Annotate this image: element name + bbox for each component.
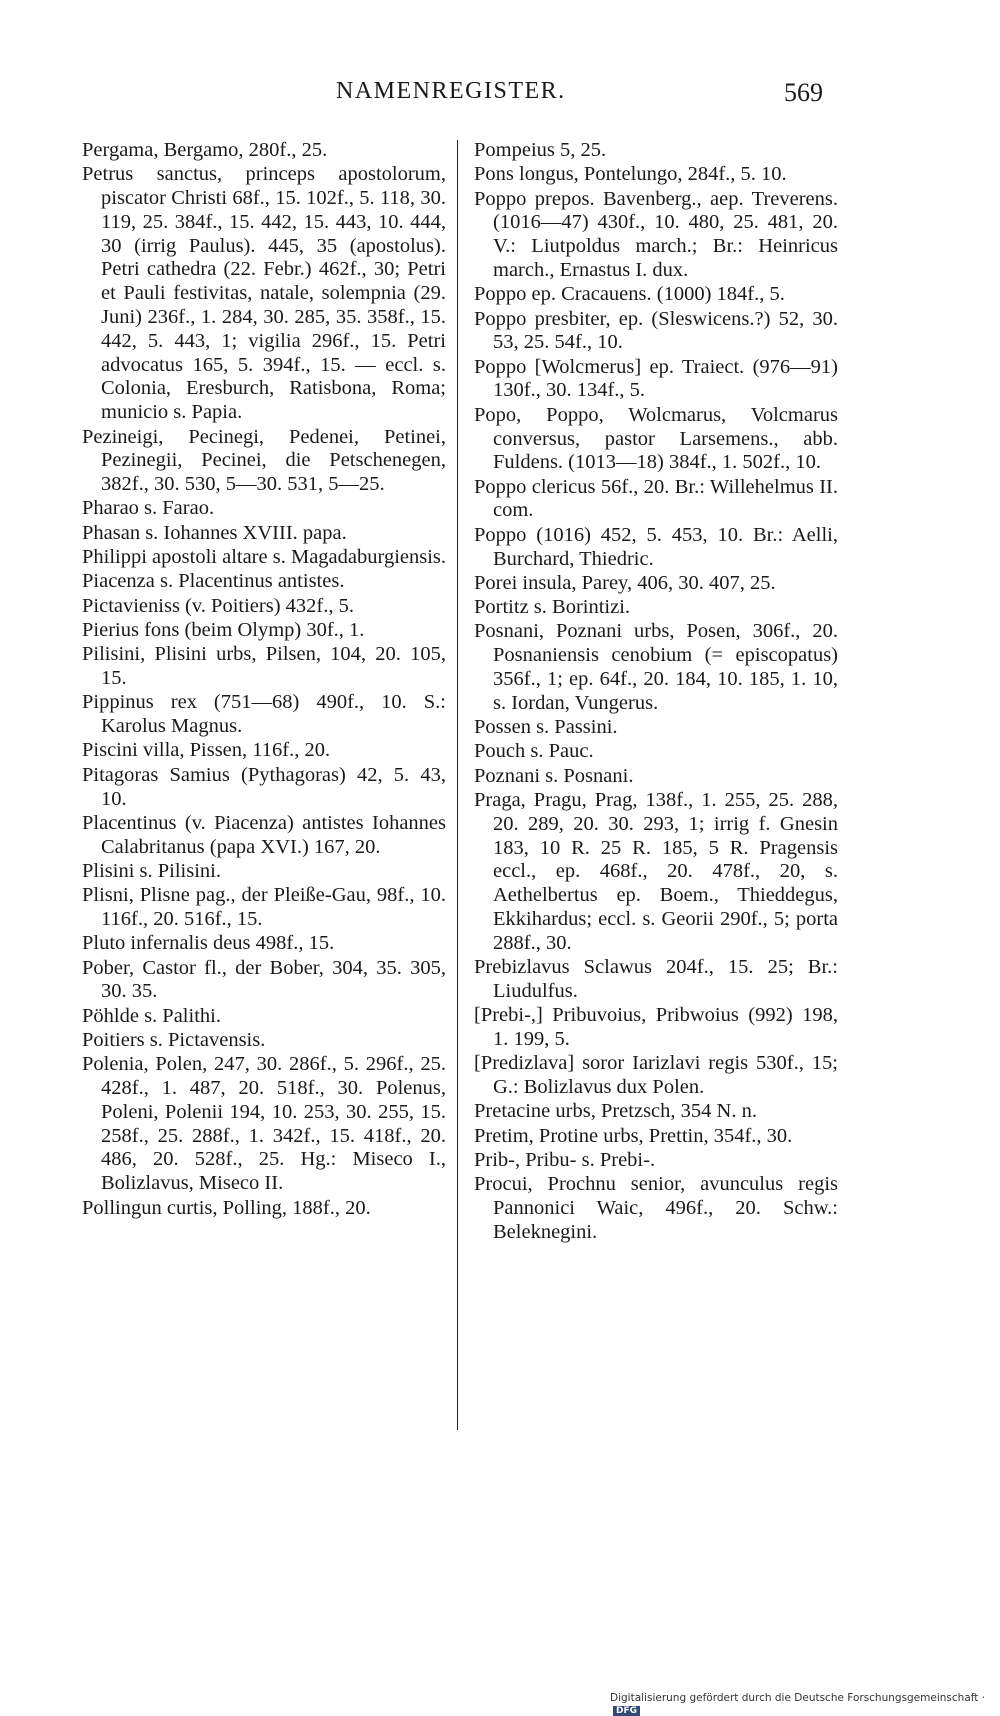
index-entry: Pippinus rex (751—68) 490f., 10. S.: Karolus Magnus. (82, 691, 446, 738)
index-entry: Pons longus, Pontelungo, 284f., 5. 10. (474, 163, 787, 186)
index-entry: Pretacine urbs, Pretzsch, 354 N. n. (474, 1100, 757, 1123)
index-entry: Piacenza s. Placentinus antistes. (82, 570, 345, 593)
index-entry: Posnani, Poznani urbs, Posen, 306f., 20. Posnaniensis cenobium (= episcopatus) 356f., 1; ep. 64f., 20. 184, 10. 185, 1. 10, s. Iordan, Vungerus. (474, 620, 838, 714)
right-column (474, 139, 838, 1245)
index-entry: Pilisini, Plisini urbs, Pilsen, 104, 20. 105, 15. (82, 643, 446, 690)
index-entry: Prebizlavus Sclawus 204f., 15. 25; Br.: Liudulfus. (474, 956, 838, 1002)
index-entry: Pober, Castor fl., der Bober, 304, 35. 305, 30. 35. (82, 956, 446, 1003)
index-entry: Porei insula, Parey, 406, 30. 407, 25. (474, 571, 776, 594)
page-header (0, 78, 1000, 118)
index-entry: Phasan s. Iohannes XVIII. papa. (82, 521, 347, 544)
index-entry: Philippi apostoli altare s. Magadaburgiensis. (82, 546, 447, 569)
index-entry: [Predizlava] soror Iarizlavi regis 530f., 15; G.: Bolizlavus dux Polen. (474, 1052, 838, 1099)
index-entry: Pöhlde s. Palithi. (82, 1004, 221, 1027)
index-entry: Praga, Pragu, Prag, 138f., 1. 255, 25. 288, 20. 289, 20. 30. 293, 1; irrig f. Gnesin 183, 10 R. 25 R. 185, 5 R. Pragensis eccl., ep. 468f., 20. 478f., 20, s. Aethelbertus ep. Boem., Thieddegus, Ekkihardus; eccl. s. Georii 290f., 5; porta 288f., 30. (474, 789, 838, 954)
index-entry: Plisini s. Pilisini. (82, 859, 221, 882)
index-entry: Pharao s. Farao. (82, 497, 215, 520)
index-entry: Prib-, Pribu- s. Prebi-. (474, 1148, 656, 1171)
index-entry: Pierius fons (beim Olymp) 30f., 1. (82, 618, 365, 641)
index-entry: Poppo prepos. Bavenberg., aep. Treverens. (1016—47) 430f., 10. 480, 25. 481, 20. V.: Liutpoldus march.; Br.: Heinricus march., Ernastus I. dux. (474, 187, 838, 281)
index-entry: Poitiers s. Pictavensis. (82, 1028, 266, 1051)
index-entry: Pictavieniss (v. Poitiers) 432f., 5. (82, 594, 354, 617)
index-entry: Procui, Prochnu senior, avunculus regis Pannonici Waic, 496f., 20. Schw.: Beleknegini. (474, 1173, 838, 1243)
page-number: 569 (784, 78, 823, 107)
index-entry: Poppo ep. Cracauens. (1000) 184f., 5. (474, 283, 785, 306)
page-title: NAMENREGISTER. (336, 78, 566, 104)
index-entry: Pouch s. Pauc. (474, 740, 594, 763)
index-entry: Plisni, Plisne pag., der Pleiße-Gau, 98f., 10. 116f., 20. 516f., 15. (82, 884, 446, 930)
index-entry: Poppo [Wolcmerus] ep. Traiect. (976—91) 130f., 30. 134f., 5. (474, 355, 838, 402)
index-entry: Poznani s. Posnani. (474, 764, 634, 787)
index-entry: Pluto infernalis deus 498f., 15. (82, 932, 335, 955)
index-entry: Piscini villa, Pissen, 116f., 20. (82, 739, 331, 762)
index-entry: Pretim, Protine urbs, Prettin, 354f., 30. (474, 1124, 793, 1147)
index-entry: Pompeius 5, 25. (474, 139, 607, 161)
index-entry: Popo, Poppo, Wolcmarus, Volcmarus conversus, pastor Larsemens., abb. Fuldens. (1013—18) 384f., 1. 502f., 10. (474, 403, 838, 474)
index-entry: Poppo clericus 56f., 20. Br.: Willehelmus II. com. (474, 475, 838, 522)
index-entry: Poppo presbiter, ep. (Sleswicens.?) 52, 30. 53, 25. 54f., 10. (474, 307, 838, 354)
index-entry: Polenia, Polen, 247, 30. 286f., 5. 296f., 25. 428f., 1. 487, 20. 518f., 30. Polenus, Poleni, Polenii 194, 10. 253, 30. 255, 15. 258f., 25. 288f., 1. 342f., 15. 418f., 20. 486, 20. 528f., 25. Hg.: Miseco I., Bolizlavus, Miseco II. (82, 1053, 446, 1195)
index-entry: Pitagoras Samius (Pythagoras) 42, 5. 43, 10. (82, 763, 446, 810)
index-entry: Poppo (1016) 452, 5. 453, 10. Br.: Aelli, Burchard, Thiedric. (474, 523, 838, 570)
footer-credit (610, 1692, 1000, 1716)
index-entry: Placentinus (v. Piacenza) antistes Iohannes Calabritanus (papa XVI.) 167, 20. (82, 811, 446, 858)
index-entry: Petrus sanctus, princeps apostolorum, piscator Christi 68f., 15. 102f., 5. 118, 30. 119, 25. 384f., 15. 442, 15. 443, 10. 444, 30 (irrig Paulus). 445, 35 (apostolus). Petri cathedra (22. Febr.) 462f., 30; Petri et Pauli festivitas, natale, solempnia (29. Juni) 236f., 1. 284, 30. 285, 35. 358f., 15. 442, 5. 443, 1; vigilia 296f., 15. Petri advocatus 165, 5. 394f., 15. — eccl. s. Colonia, Eresburch, Ratisbona, Roma; municio s. Papia. (82, 163, 446, 424)
index-entry: Pezineigi, Pecinegi, Pedenei, Petinei, Pezinegii, Pecinei, die Petschenegen, 382f., 30. 530, 5—30. 531, 5—25. (82, 425, 446, 496)
dfg-logo: DFG (613, 1706, 640, 1716)
index-entry: Portitz s. Borintizi. (474, 596, 631, 619)
index-entry: Pergama, Bergamo, 280f., 25. (82, 139, 328, 161)
index-entry: Pollingun curtis, Polling, 188f., 20. (82, 1196, 371, 1219)
index-entry: Possen s. Passini. (474, 716, 618, 739)
index-entry: [Prebi-,] Pribuvoius, Pribwoius (992) 198, 1. 199, 5. (474, 1004, 838, 1050)
column-divider (457, 140, 458, 1430)
footer-text: Digitalisierung gefördert durch die Deutsche Forschungsgemeinschaft · (610, 1692, 986, 1704)
left-column (82, 139, 446, 1221)
